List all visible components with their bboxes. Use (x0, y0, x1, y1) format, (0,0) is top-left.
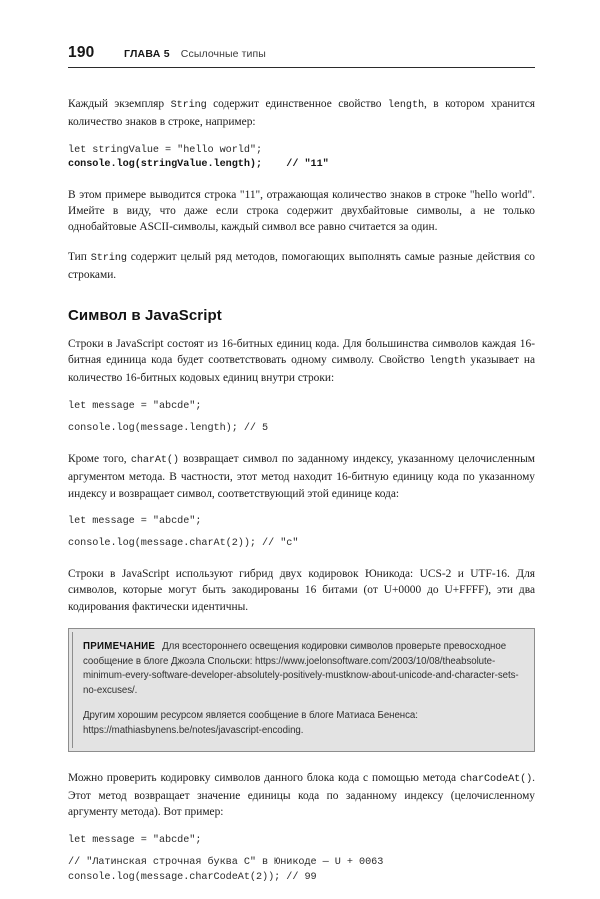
paragraph-3 (68, 249, 535, 284)
inline-code-length: length (387, 100, 424, 111)
inline-code-charat: charAt() (130, 454, 179, 466)
code-block-4-line-3: console.log(message.charCodeAt(2)); // 99 (68, 871, 317, 883)
section-heading: Символ в JavaScript (68, 306, 222, 324)
inline-code-length-2: length (429, 356, 466, 368)
running-header (68, 44, 535, 67)
chapter-number: ГЛАВА 5 (124, 48, 170, 60)
note-paragraph-1-text: Для всестороннего освещения кодировки символов проверьте превосходное сообщение в блоге Джоэла Спольски: https://www.joelonsoftware.com/2003/10/08/theabsolute-minimum-every-software-developer-absolutely-positively-mustknow-about-unicode-and-character-sets-no-excuses/. (83, 640, 519, 696)
code-block-3-blank-line (68, 529, 535, 537)
inline-code-charcodeat: charCodeAt() (459, 773, 533, 785)
code-block-2 (68, 400, 535, 437)
code-block-4-line-1: let message = "abcde"; (68, 834, 202, 846)
code-block-4-blank-line (68, 848, 535, 856)
page-content (68, 44, 535, 899)
paragraph-5-text-a: Кроме того, (68, 452, 131, 465)
paragraph-5-text-b: возвращает символ по заданному индексу, указанному целочисленным аргументом метода. В частности, этот метод находит 16-битную единицу кода по указанному индексу и возвращает символ, соответствующий этой единице кода: (68, 452, 536, 500)
code-block-3-line-1: let message = "abcde"; (68, 515, 202, 527)
code-block-1-line-1: let stringValue = "hello world"; (68, 144, 263, 156)
inline-code-string: String (170, 100, 207, 111)
paragraph-1-text-b: содержит единственное свойство (206, 98, 388, 110)
header-rule (68, 67, 535, 68)
note-box (68, 628, 535, 752)
paragraph-4-text-b: указывает на количество 16-битных кодовых единиц внутри строки: (68, 354, 535, 385)
code-block-2-line-1: let message = "abcde"; (68, 400, 202, 412)
code-block-3-line-2: console.log(message.charAt(2)); // "c" (68, 538, 299, 550)
paragraph-5 (68, 451, 535, 502)
paragraph-7-text-a: Можно проверить кодировку символов данного блока кода с помощью метода (68, 771, 460, 784)
paragraph-1-text-c: , в котором хранится количество знаков в строке, например: (68, 98, 535, 129)
paragraph-7-text-b: . Этот метод возвращает значение единицы кода по заданному индексу (целочисленному аргументу метода). Вот пример: (68, 771, 535, 819)
paragraph-3-text-b: содержит целый ряд методов, помогающих выполнять самые разные действия со строками. (68, 250, 536, 282)
paragraph-7 (68, 770, 535, 821)
code-block-2-line-2: console.log(message.length); // 5 (68, 423, 269, 435)
code-block-1-line-2: console.log(stringValue.length); // "11" (68, 159, 329, 171)
paragraph-4-text-a: Строки в JavaScript состоят из 16-битных единиц кода. Для большинства символов каждая 16-битная единица кода будет соответствовать одному символу. Свойство (68, 337, 535, 367)
code-block-4 (68, 834, 535, 885)
paragraph-4 (68, 336, 535, 387)
code-block-2-blank-line (68, 414, 535, 422)
page-number: 190 (68, 44, 95, 61)
paragraph-1 (68, 96, 535, 131)
code-block-1 (68, 144, 535, 173)
code-block-3 (68, 515, 535, 552)
chapter-title: Ссылочные типы (180, 48, 266, 60)
note-paragraph-2: Другим хорошим ресурсом является сообщение в блоге Матиаса Бененса: https://mathiasbynens.be/notes/javascript-encoding. (83, 710, 418, 736)
code-block-4-line-2: // "Латинская строчная буква C" в Юникоде — U + 0063 (68, 857, 384, 869)
note-label: ПРИМЕЧАНИЕ (83, 640, 156, 652)
paragraph-3-text-a: Тип (68, 250, 91, 263)
paragraph-1-text-a: Каждый экземпляр (68, 98, 171, 110)
inline-code-string-2: String (90, 252, 127, 264)
paragraph-2: В этом примере выводится строка "11", отражающая количество знаков в строке "hello world". Имейте в виду, что даже если строка содержит двухбайтовые символы, а не только однобайтовые ASCII-символы, каждый символ все равно считается за один. (68, 188, 535, 234)
paragraph-6: Строки в JavaScript используют гибрид двух кодировок Юникода: UCS-2 и UTF-16. Для символов, которые могут быть закодированы 16 битами (от U+0000 до U+FFFF), эти два кодирования фактически идентичны. (68, 567, 535, 613)
note-paragraph-1 (83, 640, 521, 698)
